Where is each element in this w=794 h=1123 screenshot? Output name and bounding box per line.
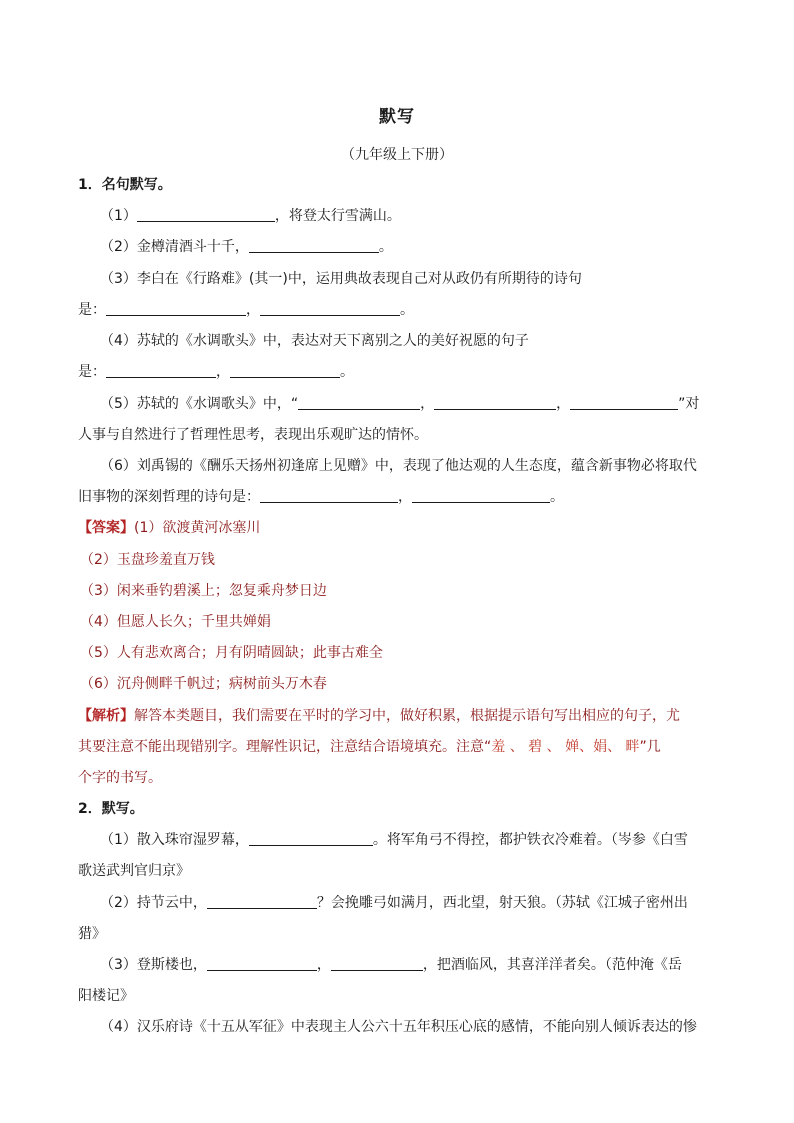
item-text: （2）金樽清酒斗十千， — [100, 239, 249, 255]
question-1-item-3-line-2 — [78, 301, 414, 319]
answer-blank[interactable] — [207, 956, 317, 971]
question-2-item-2-line-1 — [100, 894, 688, 912]
question-1-item-6-line-2 — [78, 488, 564, 506]
answer-blank[interactable] — [298, 395, 420, 410]
answer-line-1 — [78, 519, 260, 537]
item-text: ”对 — [678, 396, 700, 412]
item-text: ， — [246, 302, 260, 318]
question-2-heading: 2．默写。 — [78, 801, 144, 817]
answer-blank[interactable] — [570, 395, 678, 410]
answer-text: (1）欲渡黄河冰塞川 — [134, 520, 261, 536]
item-text: 。将军角弓不得控，都护铁衣冷难着。（岑参《白雪 — [372, 832, 688, 848]
question-1-item-4-line-1: （4）苏轼的《水调歌头》中，表达对天下离别之人的美好祝愿的句子 — [100, 333, 529, 349]
question-2-item-3-line-2: 阳楼记》 — [78, 988, 134, 1004]
item-text: （2）持节云中， — [100, 895, 207, 911]
question-1-item-5-line-2: 人事与自然进行了哲理性思考，表现出乐观旷达的情怀。 — [78, 427, 428, 443]
analysis-tag: 【解析】 — [78, 708, 134, 724]
analysis-text: 解答本类题目，我们需要在平时的学习中，做好积累，根据提示语句写出相应的句子，尤 — [134, 708, 680, 724]
question-2-item-1-line-1 — [100, 831, 688, 849]
answer-blank[interactable] — [260, 301, 400, 316]
question-2-item-4-line-1: （4）汉乐府诗《十五从军征》中表现主人公六十五年积压心底的感情，不能向别人倾诉表达的惨 — [100, 1019, 697, 1035]
answer-blank[interactable] — [207, 894, 317, 909]
question-1-item-6-line-1: （6）刘禹锡的《酬乐天扬州初逢席上见赠》中，表现了他达观的人生态度，蕴含新事物必将取代 — [100, 458, 697, 474]
item-text: ，将登太行雪满山。 — [274, 208, 401, 224]
question-1-item-5-line-1 — [100, 395, 699, 413]
item-text: ， — [398, 489, 412, 505]
answer-blank[interactable] — [260, 488, 398, 503]
item-text: 是： — [78, 302, 106, 318]
analysis-line-1 — [78, 707, 680, 725]
answer-line-2: （2）玉盘珍羞直万钱 — [80, 552, 215, 568]
answer-blank[interactable] — [106, 301, 246, 316]
item-text: （1） — [100, 208, 137, 224]
answer-blank[interactable] — [137, 207, 275, 222]
analysis-line-3: 个字的书写。 — [78, 770, 162, 786]
item-text: （1）散入珠帘湿罗幕， — [100, 832, 249, 848]
answer-blank[interactable] — [249, 831, 373, 846]
question-1-item-3-line-1: （3）李白在《行路难》(其一)中，运用典故表现自己对从政仍有所期待的诗句 — [100, 271, 582, 287]
analysis-line-2 — [78, 738, 661, 756]
question-1-item-4-line-2 — [78, 363, 354, 381]
answer-tag: 【答案】 — [78, 520, 134, 536]
item-text: ， — [556, 396, 571, 412]
item-text: 。 — [400, 302, 414, 318]
item-text: 。 — [550, 489, 564, 505]
answer-line-4: （4）但愿人长久；千里共婵娟 — [80, 614, 271, 630]
item-text: 。 — [340, 364, 354, 380]
question-1-item-2 — [100, 238, 393, 256]
item-text: 是： — [78, 364, 106, 380]
page-title: 默写 — [379, 107, 415, 127]
item-text: 旧事物的深刻哲理的诗句是： — [78, 489, 260, 505]
item-text: 。 — [378, 239, 393, 255]
analysis-highlight: 羞 、 碧 、 婵、娟、 畔 — [491, 739, 640, 755]
analysis-text: 其要注意不能出现错别字。理解性识记，注意结合语境填充。注意“ — [78, 739, 492, 755]
answer-blank[interactable] — [434, 395, 556, 410]
analysis-text: ”几 — [639, 739, 661, 755]
item-text: ？会挽雕弓如满月，西北望，射天狼。（苏轼《江城子密州出 — [316, 895, 688, 911]
question-2-item-3-line-1 — [100, 956, 682, 974]
answer-blank[interactable] — [412, 488, 550, 503]
answer-blank[interactable] — [331, 956, 423, 971]
item-text: ， — [216, 364, 230, 380]
answer-blank[interactable] — [106, 363, 216, 378]
item-text: （3）登斯楼也， — [100, 957, 207, 973]
answer-line-5: （5）人有悲欢离合；月有阴晴圆缺；此事古难全 — [80, 645, 383, 661]
item-text: ， — [420, 396, 435, 412]
answer-blank[interactable] — [230, 363, 340, 378]
question-1-item-1 — [100, 207, 401, 225]
page-subtitle: （九年级上下册） — [341, 147, 453, 163]
item-text: ，把酒临风，其喜洋洋者矣。（范仲淹《岳 — [422, 957, 682, 973]
answer-line-6: （6）沉舟侧畔千帆过；病树前头万木春 — [80, 676, 327, 692]
question-1-heading: 1．名句默写。 — [78, 177, 172, 193]
item-text: （5）苏轼的《水调歌头》中，“ — [100, 396, 299, 412]
question-2-item-2-line-2: 猎》 — [78, 926, 106, 942]
answer-line-3: （3）闲来垂钓碧溪上；忽复乘舟梦日边 — [80, 583, 327, 599]
question-2-item-1-line-2: 歌送武判官归京》 — [78, 863, 190, 879]
item-text: ， — [316, 957, 331, 973]
answer-blank[interactable] — [249, 238, 379, 253]
